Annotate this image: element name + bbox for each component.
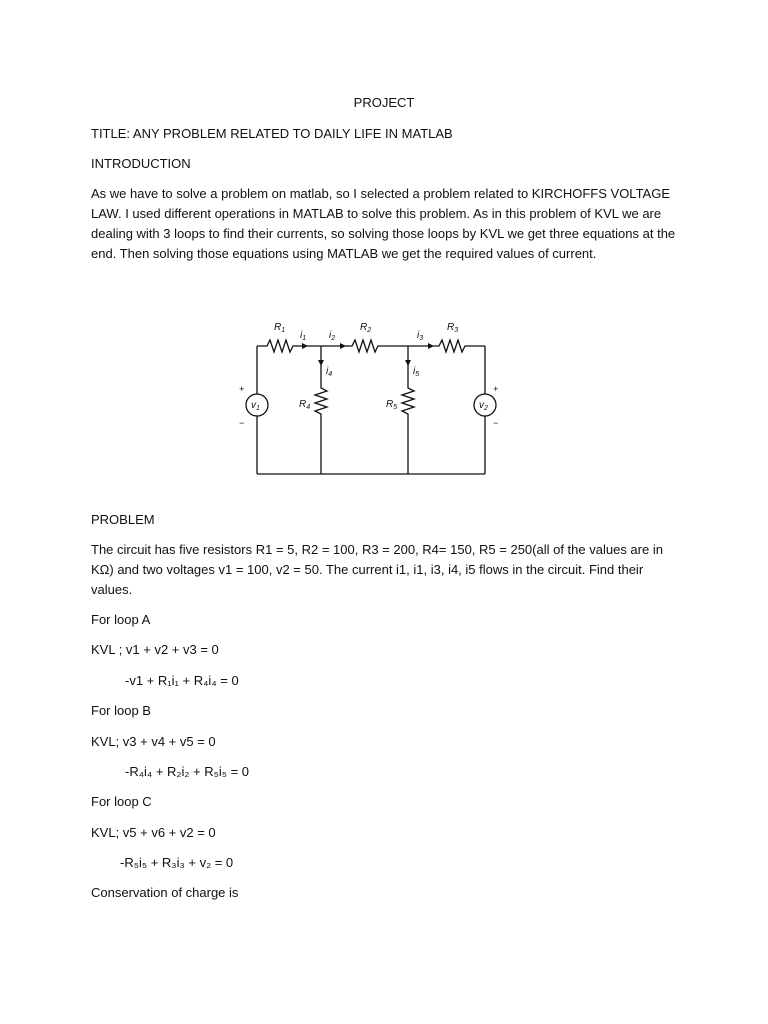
- problem-paragraph: The circuit has five resistors R1 = 5, R2 = 100, R3 = 200, R4= 150, R5 = 250(all of the values are in KΩ) and two voltages v1 = 100, v2 = 50. The current i1, i1, i3, i4, i5 flows in the circuit. Find their values.: [91, 542, 663, 597]
- circuit-diagram: [232, 316, 507, 481]
- label-i3: $i_3$: [417, 330, 424, 342]
- label-r1: $R_1$: [274, 322, 286, 334]
- v1-plus-sign: +: [239, 384, 245, 394]
- document-title: TITLE: ANY PROBLEM RELATED TO DAILY LIFE IN MATLAB: [91, 126, 453, 141]
- introduction-heading: INTRODUCTION: [91, 156, 191, 171]
- loop-a-heading: For loop A: [91, 612, 151, 627]
- equation-c: -R₅i₅ + R₃i₃ + v₂ = 0: [120, 855, 234, 870]
- v1-minus-sign: −: [239, 418, 245, 428]
- kvl-a: KVL ; v1 + v2 + v3 = 0: [91, 642, 219, 657]
- problem-heading: PROBLEM: [91, 512, 155, 527]
- loop-b-heading: For loop B: [91, 703, 151, 718]
- label-i5: $i_5$: [413, 366, 420, 378]
- arrow-i5: [405, 360, 411, 366]
- label-v2: $v_2$: [479, 400, 488, 412]
- equation-b: -R₄i₄ + R₂i₂ + R₅i₅ = 0: [125, 764, 250, 779]
- kvl-c: KVL; v5 + v6 + v2 = 0: [91, 825, 216, 840]
- equation-a: -v1 + R₁i₁ + R₄i₄ = 0: [125, 673, 239, 688]
- label-i2: $i_2$: [329, 330, 336, 342]
- v2-plus-sign: +: [493, 384, 499, 394]
- conservation-text: Conservation of charge is: [91, 885, 239, 900]
- label-r3: $R_3$: [447, 322, 459, 334]
- arrow-i1: [302, 343, 308, 349]
- kvl-b: KVL; v3 + v4 + v5 = 0: [91, 734, 216, 749]
- introduction-paragraph: As we have to solve a problem on matlab, so I selected a problem related to KIRCHOFFS VOLTAGE LAW. I used different operations in MATLAB to solve this problem. As in this problem of KVL we are dealing with 3 loops to find their currents, so solving those loops by KVL we get three equations at the end. Then solving those equations using MATLAB we get the required values of current.: [91, 186, 676, 261]
- loop-c-heading: For loop C: [91, 794, 152, 809]
- label-r2: $R_2$: [360, 322, 372, 334]
- top-wire: [257, 340, 485, 352]
- arrow-i4: [318, 360, 324, 366]
- label-r4: $R_4$: [299, 399, 311, 411]
- label-v1: $v_1$: [251, 400, 260, 412]
- arrow-i3: [428, 343, 434, 349]
- label-r5: $R_5$: [386, 399, 398, 411]
- label-i4: $i_4$: [326, 366, 333, 378]
- v2-minus-sign: −: [493, 418, 499, 428]
- label-i1: $i_1$: [300, 330, 307, 342]
- page-heading: PROJECT: [353, 95, 415, 110]
- arrow-i2: [340, 343, 346, 349]
